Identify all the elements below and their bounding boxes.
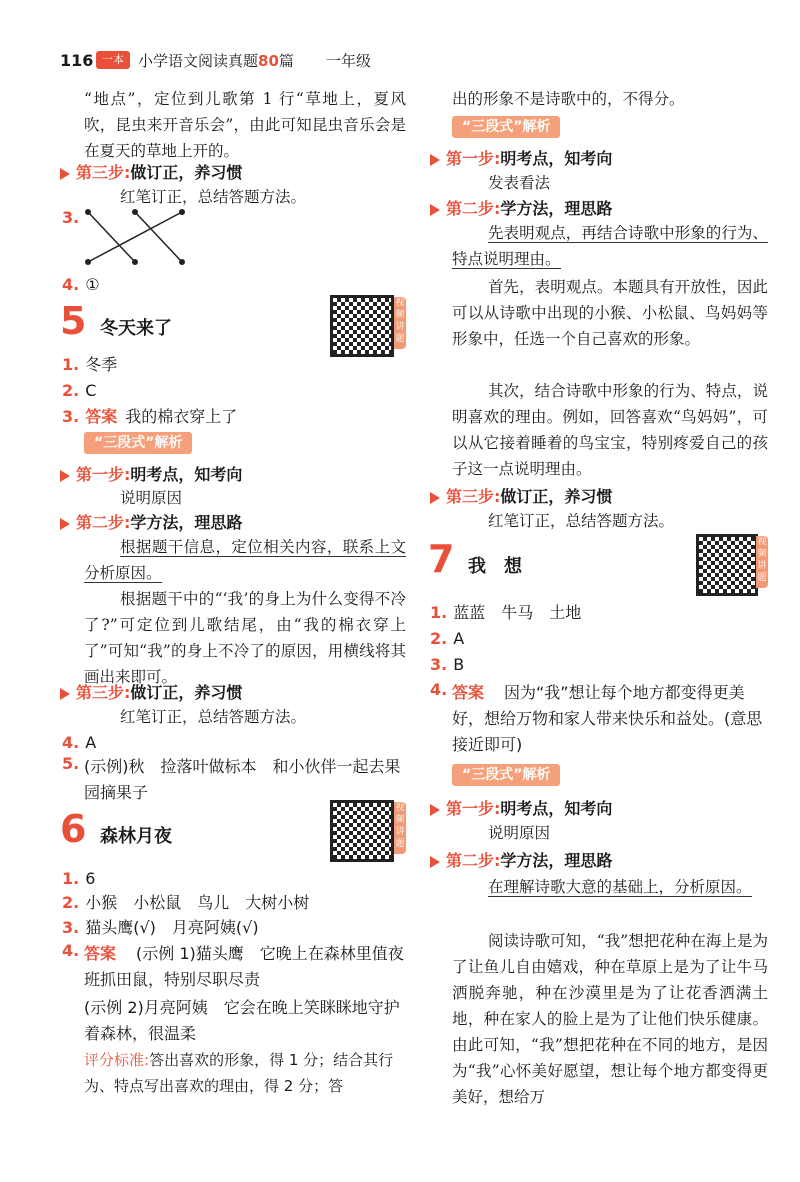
answer-text: (示例)秋 捡落叶做标本 和小伙伴一起去果园摘果子 bbox=[84, 757, 401, 802]
book-title-number: 80 bbox=[258, 52, 279, 70]
step-label: 第一步: bbox=[76, 465, 131, 484]
q3-number: 3. bbox=[62, 208, 80, 227]
step-label: 第二步: bbox=[446, 851, 501, 870]
s6-answer-4 bbox=[62, 941, 410, 989]
arrow-icon bbox=[430, 204, 440, 216]
step-label: 第三步: bbox=[76, 163, 131, 182]
s5-step2-heading bbox=[60, 510, 242, 533]
section-5-number: 5 bbox=[60, 299, 87, 343]
r-step1-heading bbox=[430, 146, 612, 169]
q4-number: 4. bbox=[62, 275, 80, 294]
left-step3-body: 红笔订正，总结答题方法。 bbox=[120, 188, 307, 206]
step-label: 第一步: bbox=[446, 149, 501, 168]
answer-number: 3. bbox=[62, 407, 80, 426]
answer-number: 4. bbox=[430, 680, 448, 699]
step-title: 学方法，理思路 bbox=[500, 199, 613, 218]
answer-text: 蓝蓝 牛马 土地 bbox=[453, 603, 582, 622]
answer-number: 3. bbox=[430, 655, 448, 674]
answer-number: 1. bbox=[62, 355, 80, 374]
answer-label: 答案 bbox=[85, 407, 118, 426]
s6-answer-4-example-2: (示例 2)月亮阿姨 它会在晚上笑眯眯地守护着森林，很温柔 bbox=[84, 998, 400, 1043]
s5-answer-2 bbox=[62, 378, 96, 404]
s7-step2-body bbox=[452, 874, 768, 900]
analysis-badge: “三段式”解析 bbox=[84, 432, 192, 454]
answer-number: 1. bbox=[430, 603, 448, 622]
s5-answer-4 bbox=[62, 730, 96, 756]
answer-number: 2. bbox=[62, 381, 80, 400]
step-title: 做订正，养习惯 bbox=[500, 487, 613, 506]
s7-answer-4 bbox=[430, 680, 774, 754]
step-label: 第三步: bbox=[76, 683, 131, 702]
answer-text: 我的棉衣穿上了 bbox=[125, 407, 238, 426]
answer-text: 6 bbox=[85, 869, 96, 888]
analysis-badge: “三段式”解析 bbox=[452, 764, 560, 786]
scoring-label: 评分标准: bbox=[84, 1051, 150, 1069]
step-title: 明考点，知考向 bbox=[500, 799, 613, 818]
answer-label: 答案 bbox=[84, 944, 117, 963]
answer-text: 猫头鹰(√) 月亮阿姨(√) bbox=[85, 918, 259, 937]
answer-text: (示例 1)猫头鹰 它晚上在森林里值夜班抓田鼠，特别尽职尽责 bbox=[84, 944, 404, 989]
scoring-criteria bbox=[84, 1047, 406, 1099]
step-title: 明考点，知考向 bbox=[130, 465, 243, 484]
arrow-icon bbox=[430, 804, 440, 816]
s7-answer-1 bbox=[430, 600, 581, 626]
answer-text: A bbox=[85, 733, 97, 752]
answer-text: 小猴 小松鼠 鸟儿 大树小树 bbox=[85, 893, 310, 912]
answer-label: 答案 bbox=[452, 683, 485, 702]
s7-analysis-paragraph: 阅读诗歌可知，“我”想把花种在海上是为了让鱼儿自由嬉戏，种在草原上是为了让牛马洒脱奔驰，种在沙漠里是为了让花香洒满土地，种在家人的脸上是为了让他们快乐健康。由此可知，“我”想把花种在不同的地方，是因为“我”心怀美好愿望，想让每个地方都变得更美好，想给万 bbox=[452, 932, 768, 1106]
step-title: 明考点，知考向 bbox=[500, 149, 613, 168]
book-title-suffix: 篇 bbox=[278, 52, 294, 70]
underlined-method: 在理解诗歌大意的基础上，分析原因。 bbox=[488, 878, 752, 896]
arrow-icon bbox=[60, 168, 70, 180]
q4-answer bbox=[62, 272, 100, 298]
answer-number: 1. bbox=[62, 869, 80, 888]
r-step3-body: 红笔订正，总结答题方法。 bbox=[488, 512, 675, 530]
s5-step2-body bbox=[84, 534, 406, 586]
matching-lines-diagram bbox=[80, 208, 190, 268]
s7-step1-body: 说明原因 bbox=[488, 824, 551, 842]
s5-analysis-paragraph: 根据题干中的“‘我’的身上为什么变得不冷了?”可定位到儿歌结尾，由“我的棉衣穿上了”可知“我”的身上不冷了的原因，用横线将其画出来即可。 bbox=[84, 590, 406, 686]
section-5-title: 冬天来了 bbox=[100, 318, 172, 339]
answer-text: B bbox=[453, 655, 465, 674]
video-tag: 视频讲题 bbox=[394, 802, 406, 854]
arrow-icon bbox=[60, 470, 70, 482]
answer-text: C bbox=[85, 381, 97, 400]
r-step2-body bbox=[452, 220, 768, 272]
scoring-text: 答出喜欢的形象，得 1 分；结合其行为、特点写出喜欢的理由，得 2 分；答 bbox=[84, 1051, 394, 1095]
step-title: 做订正，养习惯 bbox=[130, 683, 243, 702]
section-7-title: 我 想 bbox=[468, 556, 522, 577]
step-label: 第一步: bbox=[446, 799, 501, 818]
r-paragraph-1: 首先，表明观点。本题具有开放性，因此可以从诗歌中出现的小猴、小松鼠、鸟妈妈等形象中，任选一个自己喜欢的形象。 bbox=[452, 278, 768, 348]
qr-code[interactable] bbox=[330, 295, 394, 357]
s5-step3-heading bbox=[60, 680, 242, 703]
s7-answer-3 bbox=[430, 652, 464, 678]
step-title: 做订正，养习惯 bbox=[130, 163, 243, 182]
answer-number: 2. bbox=[62, 893, 80, 912]
s5-step1-heading bbox=[60, 462, 242, 485]
continued-line: 出的形象不是诗歌中的，不得分。 bbox=[452, 90, 685, 108]
qr-code[interactable] bbox=[330, 800, 394, 862]
r-step2-heading bbox=[430, 196, 612, 219]
step-label: 第三步: bbox=[446, 487, 501, 506]
q4-text: ① bbox=[85, 275, 100, 294]
step-title: 学方法，理思路 bbox=[130, 513, 243, 532]
r-paragraph-2: 其次，结合诗歌中形象的行为、特点，说明喜欢的理由。例如，回答喜欢“鸟妈妈”，可以从它接着睡着的鸟宝宝，特别疼爱自己的孩子这一点说明理由。 bbox=[452, 382, 768, 478]
step-label: 第二步: bbox=[446, 199, 501, 218]
s5-answer-5 bbox=[62, 754, 410, 802]
brand-logo: 一本 bbox=[96, 51, 130, 69]
arrow-icon bbox=[60, 688, 70, 700]
answer-text: A bbox=[453, 629, 465, 648]
left-step3-heading bbox=[60, 160, 242, 183]
section-6-title: 森林月夜 bbox=[100, 826, 172, 847]
arrow-icon bbox=[430, 492, 440, 504]
answer-number: 4. bbox=[62, 733, 80, 752]
answer-number: 2. bbox=[430, 629, 448, 648]
r-step1-body: 发表看法 bbox=[488, 174, 551, 192]
answer-text: 冬季 bbox=[85, 355, 118, 374]
page-number: 116 bbox=[60, 51, 94, 70]
r-step3-heading bbox=[430, 484, 612, 507]
s5-step1-body: 说明原因 bbox=[120, 489, 183, 507]
s7-step2-heading bbox=[430, 848, 612, 871]
answer-number: 5. bbox=[62, 754, 80, 773]
continued-paragraph: “地点”，定位到儿歌第 1 行“草地上，夏风吹，昆虫来开音乐会”，由此可知昆虫音乐会是在夏天的草地上开的。 bbox=[84, 90, 406, 160]
s6-answer-3 bbox=[62, 915, 259, 941]
s6-answer-2 bbox=[62, 890, 309, 916]
s7-answer-2 bbox=[430, 626, 464, 652]
qr-code[interactable] bbox=[696, 534, 758, 596]
answer-text: 因为“我”想让每个地方都变得更美好，想给万物和家人带来快乐和益处。(意思接近即可) bbox=[452, 683, 763, 754]
s6-answer-1 bbox=[62, 866, 95, 892]
s5-step3-body: 红笔订正，总结答题方法。 bbox=[120, 708, 307, 726]
book-title-prefix: 小学语文阅读真题 bbox=[138, 52, 259, 70]
s7-step1-heading bbox=[430, 796, 612, 819]
answer-number: 3. bbox=[62, 918, 80, 937]
s5-answer-1 bbox=[62, 352, 117, 378]
section-7-number: 7 bbox=[428, 537, 455, 581]
video-tag: 视频讲题 bbox=[756, 536, 768, 588]
underlined-method: 根据题干信息，定位相关内容，联系上文分析原因。 bbox=[84, 538, 406, 582]
s5-answer-3 bbox=[62, 404, 237, 430]
underlined-method: 先表明观点，再结合诗歌中形象的行为、特点说明理由。 bbox=[452, 224, 768, 268]
step-title: 学方法，理思路 bbox=[500, 851, 613, 870]
answer-number: 4. bbox=[62, 941, 80, 960]
arrow-icon bbox=[60, 518, 70, 530]
arrow-icon bbox=[430, 856, 440, 868]
step-label: 第二步: bbox=[76, 513, 131, 532]
grade-label: 一年级 bbox=[326, 52, 372, 70]
section-6-number: 6 bbox=[60, 807, 87, 851]
video-tag: 视频讲题 bbox=[394, 297, 406, 349]
analysis-badge: “三段式”解析 bbox=[452, 116, 560, 138]
arrow-icon bbox=[430, 154, 440, 166]
book-title bbox=[138, 50, 294, 71]
